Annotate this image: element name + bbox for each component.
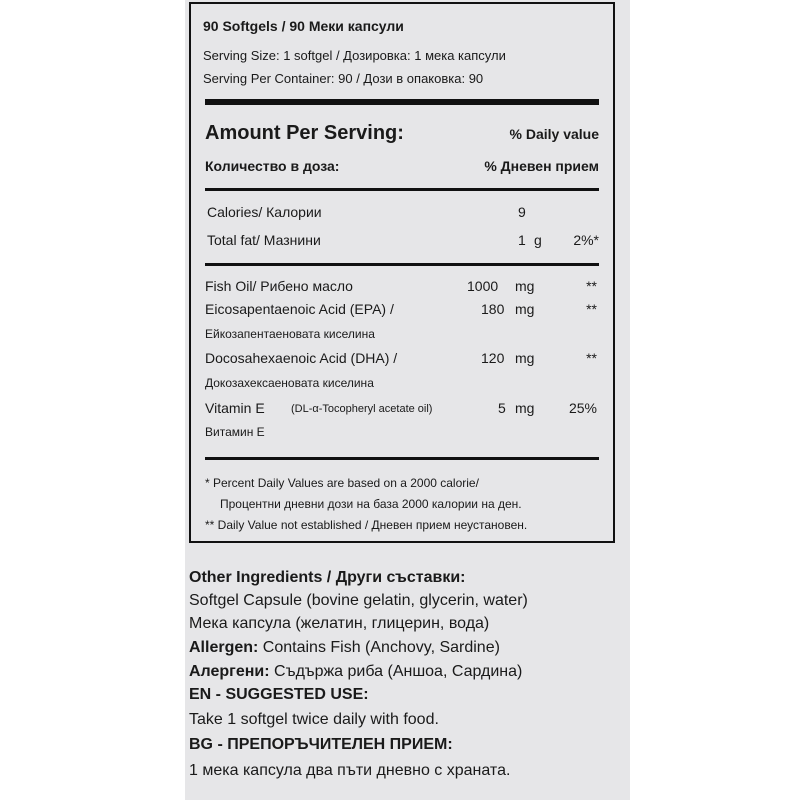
medium-divider (205, 188, 599, 191)
ingredient-name-bg: Ейкозапентаеновата киселина (205, 327, 375, 341)
amount-per-serving-label-bg: Количество в доза: (205, 158, 340, 174)
ingredient-dv: ** (586, 350, 597, 366)
ingredient-name: Docosahexaenoic Acid (DHA) / (205, 350, 398, 366)
medium-divider (205, 263, 599, 266)
ingredient-unit: mg (515, 400, 535, 416)
suggested-use-heading-en: EN - SUGGESTED USE: (189, 686, 369, 703)
daily-value-label: % Daily value (509, 126, 599, 142)
nutrient-amount: 1 (518, 232, 526, 248)
serving-size: Serving Size: 1 softgel / Дозировка: 1 мека капсули (203, 48, 506, 63)
ingredient-unit: mg (515, 301, 535, 317)
nutrient-unit: g (534, 232, 542, 248)
ingredient-name-bg: Витамин Е (205, 425, 265, 439)
allergen-label-bg: Алергени: (189, 663, 270, 680)
suggested-use-text-en: Take 1 softgel twice daily with food. (189, 711, 439, 728)
ingredient-amount: 120 (481, 350, 505, 366)
nutrient-name: Calories/ Калории (207, 204, 322, 220)
container-count-title: 90 Softgels / 90 Меки капсули (203, 18, 404, 34)
suggested-use-heading-bg: BG - ПРЕПОРЪЧИТЕЛЕН ПРИЕМ: (189, 736, 453, 753)
amount-per-serving-label: Amount Per Serving: (205, 122, 404, 144)
ingredient-name: Vitamin E (205, 400, 265, 416)
ingredient-amount: 5 (498, 400, 506, 416)
ingredient-amount: 180 (481, 301, 505, 317)
allergen-text-en: Contains Fish (Anchovy, Sardine) (258, 639, 500, 656)
servings-per-container: Serving Per Container: 90 / Дози в опаковка: 90 (203, 71, 484, 86)
other-ingredients-en: Softgel Capsule (bovine gelatin, glycerin, water) (189, 592, 528, 609)
ingredient-amount: 1000 (467, 278, 499, 294)
nutrient-amount: 9 (518, 204, 526, 220)
allergen-bg (189, 663, 522, 681)
ingredient-unit: mg (515, 278, 535, 294)
medium-divider (205, 457, 599, 460)
other-ingredients-heading: Other Ingredients / Други съставки: (189, 569, 466, 586)
footnote-not-established: ** Daily Value not established / Дневен прием неустановен. (205, 518, 528, 532)
nutrient-name: Total fat/ Мазнини (207, 232, 321, 248)
nutrient-dv: 2%* (573, 232, 599, 248)
ingredient-dv: 25% (568, 400, 597, 416)
allergen-text-bg: Съдържа риба (Аншоа, Сардина) (269, 663, 523, 680)
allergen-en (189, 639, 500, 657)
footnote-percent-daily-bg: Процентни дневни дози на база 2000 калории на ден. (220, 497, 522, 511)
supplement-facts-box (189, 2, 615, 543)
ingredient-dv: ** (586, 301, 597, 317)
ingredient-dv: ** (586, 278, 597, 294)
ingredient-form-note: (DL-α-Tocopheryl acetate oil) (291, 403, 433, 415)
thick-divider (205, 99, 599, 105)
ingredient-unit: mg (515, 350, 535, 366)
ingredient-name-bg: Докозахексаеновата киселина (205, 376, 374, 390)
ingredient-name: Eicosapentaenoic Acid (EPA) / (205, 301, 394, 317)
daily-value-label-bg: % Дневен прием (484, 158, 599, 174)
allergen-label-en: Allergen: (189, 639, 259, 656)
footnote-percent-daily: * Percent Daily Values are based on a 2000 calorie/ (205, 476, 479, 490)
ingredient-name: Fish Oil/ Рибено масло (205, 278, 353, 294)
other-ingredients-bg: Мека капсула (желатин, глицерин, вода) (189, 615, 490, 632)
suggested-use-text-bg: 1 мека капсула два пъти дневно с храната. (189, 762, 511, 779)
